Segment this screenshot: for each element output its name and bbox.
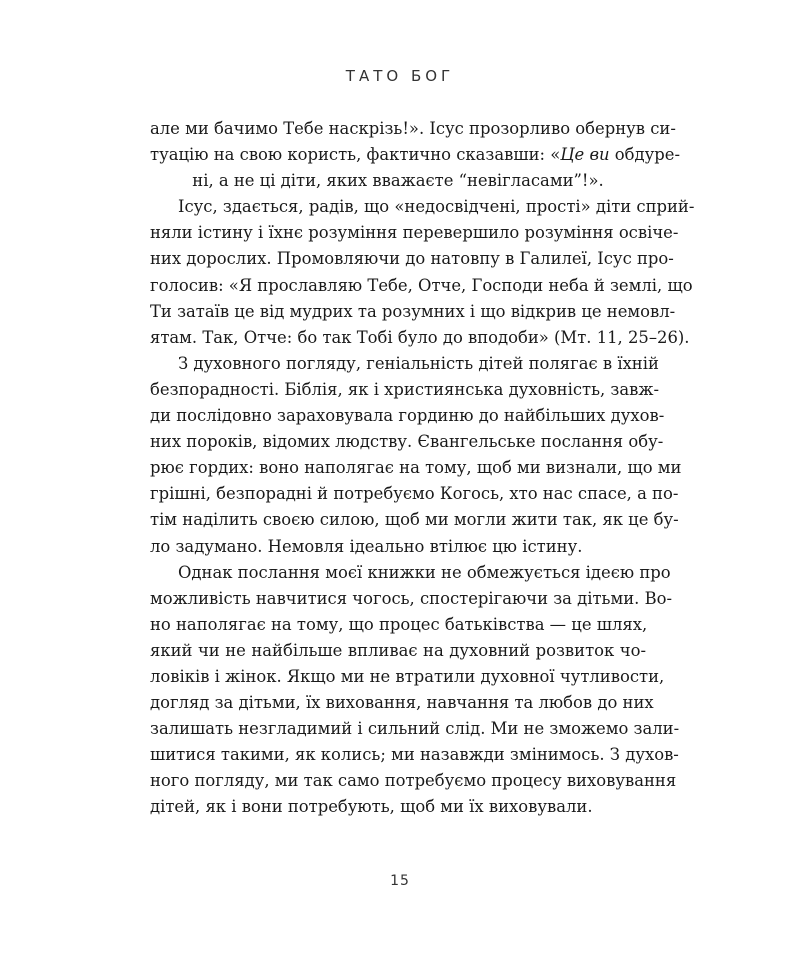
text-line: Однак послання моєї книжки не обмежується ідеєю про bbox=[178, 562, 671, 582]
text-line: няли істину і їхнє розуміння перевершило розуміння освіче- bbox=[150, 223, 679, 243]
text-line: залишать незгладимий і сильний слід. Ми не зможемо зали- bbox=[150, 719, 680, 739]
body-text bbox=[150, 116, 695, 821]
text-line: рює гордих: воно наполягає на тому, щоб ми визнали, що ми bbox=[150, 458, 682, 478]
text-line: ди послідовно зараховувала гординю до найбільших духов- bbox=[150, 406, 665, 426]
emphasis-text: Це ви bbox=[560, 145, 610, 165]
text-line: можливість навчитися чогось, спостерігаючи за дітьми. Во- bbox=[150, 588, 673, 608]
text-line: но наполягає на тому, що процес батьківства — це шлях, bbox=[150, 614, 648, 634]
text-line: тім наділить своєю силою, щоб ми могли жити так, як це бу- bbox=[150, 510, 679, 530]
paragraph bbox=[150, 116, 680, 194]
text-line: Ісус, здається, радів, що «недосвідчені, прості» діти сприй- bbox=[178, 197, 695, 217]
text-line: них пороків, відомих людству. Євангельське послання обу- bbox=[150, 432, 664, 452]
text-fragment: обдуре- bbox=[609, 145, 680, 165]
text-line: Ти затаїв це від мудрих та розумних і що відкрив це немовл- bbox=[150, 301, 676, 321]
text-line: але ми бачимо Тебе наскрізь!». Ісус прозорливо обернув си- bbox=[150, 119, 676, 138]
paragraph bbox=[150, 194, 695, 351]
running-head: ТАТО БОГ bbox=[345, 67, 455, 85]
text-line: них дорослих. Промовляючи до натовпу в Галилеї, Ісус про- bbox=[150, 249, 674, 269]
paragraph bbox=[150, 351, 682, 560]
text-line: голосив: «Я прославляю Тебе, Отче, Господи неба й землі, що bbox=[150, 275, 693, 295]
page-number: 15 bbox=[390, 873, 410, 889]
text-line: ловіків і жінок. Якщо ми не втратили духовної чутливости, bbox=[150, 666, 665, 686]
text-line: шитися такими, як колись; ми назавжди змінимось. З духов- bbox=[150, 745, 679, 765]
text-line: грішні, безпорадні й потребуємо Когось, хто нас спасе, а по- bbox=[150, 484, 679, 504]
text-line: ні, а не ці діти, яких вважаєте “невігласами”!». bbox=[192, 171, 604, 191]
text-line: який чи не найбільше впливає на духовний розвиток чо- bbox=[150, 640, 646, 660]
text-line: З духовного погляду, геніальність дітей полягає в їхній bbox=[178, 353, 659, 373]
text-line: дітей, як і вони потребують, щоб ми їх виховували. bbox=[150, 797, 593, 817]
text-fragment: туацію на свою користь, фактично сказавши: « bbox=[150, 145, 561, 165]
text-line: ного погляду, ми так само потребуємо процесу виховування bbox=[150, 771, 677, 791]
text-line: ятам. Так, Отче: бо так Тобі було до вподоби» (Мт. 11, 25–26). bbox=[150, 327, 690, 347]
text-line: безпорадності. Біблія, як і християнська духовність, завж- bbox=[150, 379, 659, 399]
paragraph bbox=[150, 560, 680, 821]
text-line: ло задумано. Немовля ідеально втілює цю істину. bbox=[150, 536, 583, 556]
text-line: догляд за дітьми, їх виховання, навчання та любов до них bbox=[150, 693, 654, 713]
text-line bbox=[150, 142, 680, 168]
